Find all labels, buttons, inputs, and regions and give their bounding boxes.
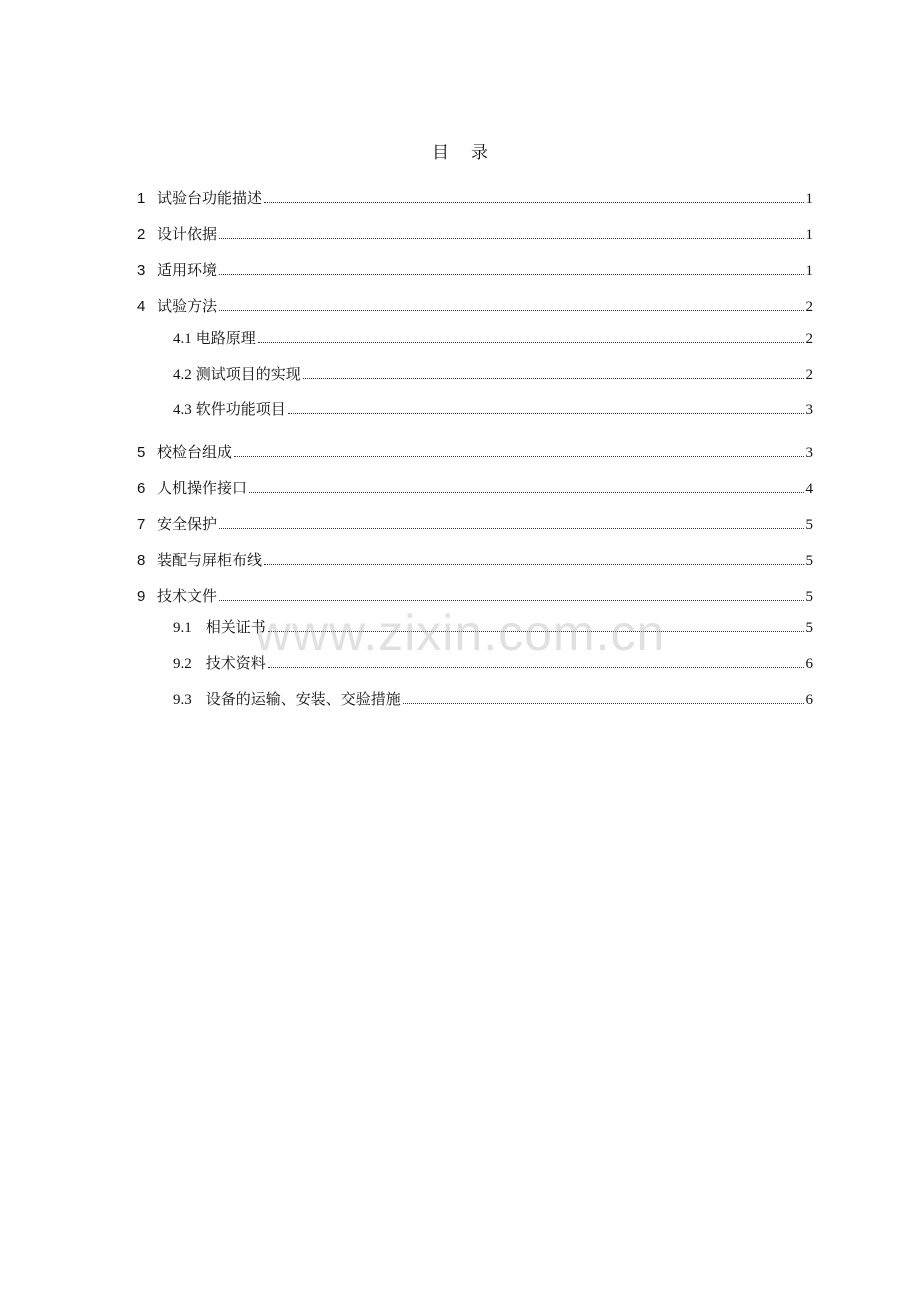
toc-entry-label: 设计依据 [157,225,218,243]
toc-entry-2[interactable] [137,223,813,245]
toc-entry-number: 4 [137,298,146,315]
toc-entry-label: 测试项目的实现 [195,365,301,383]
toc-entry-1[interactable] [137,187,813,209]
toc-entry-label: 技术文件 [157,587,218,605]
toc-entry-label: 装配与屏柜布线 [157,551,263,569]
toc-entry-number: 2 [137,226,146,243]
toc-entry-label: 技术资料 [205,654,266,672]
dot-leader [268,667,804,668]
dot-leader [219,310,803,311]
dot-leader [219,238,803,239]
toc-title-part2: 录 [471,143,488,163]
toc-entry-9-1[interactable] [173,616,813,638]
toc-entry-label: 人机操作接口 [157,479,248,497]
watermark-text: www.zixin.com.cn [254,605,666,661]
toc-entry-page: 5 [805,553,813,569]
toc-entry-page: 2 [805,299,813,315]
toc-entry-9-3[interactable] [173,688,813,710]
toc-entry-9[interactable] [137,585,813,607]
toc-entry-number: 3 [137,262,146,279]
toc-entry-label: 设备的运输、安装、交验措施 [205,690,401,708]
dot-leader [249,492,803,493]
dot-leader [219,600,803,601]
toc-entry-number: 5 [137,444,146,461]
toc-entry-label: 校检台组成 [157,443,233,461]
dot-leader [303,378,804,379]
toc-entry-number: 9 [137,588,146,605]
dot-leader [268,631,804,632]
toc-entry-number: 9.1 [173,620,192,636]
toc-entry-number: 4.1 [173,331,192,347]
toc-entry-number: 9.2 [173,656,192,672]
toc-entry-page: 1 [805,191,813,207]
toc-entry-number: 8 [137,552,146,569]
toc-entry-7[interactable] [137,513,813,535]
toc-entry-label: 安全保护 [157,515,218,533]
toc-entry-number: 4.3 [173,402,192,418]
toc-entry-page: 5 [805,589,813,605]
toc-entry-label: 软件功能项目 [195,400,286,418]
toc-title-part1: 目 [432,143,449,163]
toc-entry-page: 6 [805,692,813,708]
toc-entry-4-2[interactable] [173,363,813,385]
toc-entry-number: 6 [137,480,146,497]
toc-entry-9-2[interactable] [173,652,813,674]
toc-entry-number: 4.2 [173,367,192,383]
toc-entry-6[interactable] [137,477,813,499]
toc-entry-page: 5 [805,620,813,636]
toc-entry-label: 试验方法 [157,297,218,315]
toc-entry-8[interactable] [137,549,813,571]
toc-entry-page: 2 [805,367,813,383]
dot-leader [258,342,804,343]
dot-leader [219,274,803,275]
toc-entry-number: 9.3 [173,692,192,708]
toc-entry-label: 电路原理 [195,329,256,347]
toc-entry-label: 相关证书 [205,618,266,636]
toc-entry-page: 1 [805,227,813,243]
dot-leader [288,413,804,414]
dot-leader [264,202,803,203]
toc-entry-page: 3 [805,402,813,418]
dot-leader [219,528,803,529]
toc-entry-4-3[interactable] [173,398,813,420]
toc-entry-5[interactable] [137,441,813,463]
toc-entry-4-1[interactable] [173,327,813,349]
toc-entry-3[interactable] [137,259,813,281]
toc-entry-label: 适用环境 [157,261,218,279]
toc-entry-page: 2 [805,331,813,347]
toc-entry-page: 6 [805,656,813,672]
dot-leader [403,703,804,704]
toc-entry-4[interactable] [137,295,813,317]
toc-entry-number: 1 [137,190,146,207]
toc-entry-page: 5 [805,517,813,533]
toc-entry-page: 1 [805,263,813,279]
toc-entry-page: 3 [805,445,813,461]
toc-entry-page: 4 [805,481,813,497]
toc-entry-number: 7 [137,516,146,533]
dot-leader [234,456,803,457]
dot-leader [264,564,803,565]
toc-entry-label: 试验台功能描述 [157,189,263,207]
